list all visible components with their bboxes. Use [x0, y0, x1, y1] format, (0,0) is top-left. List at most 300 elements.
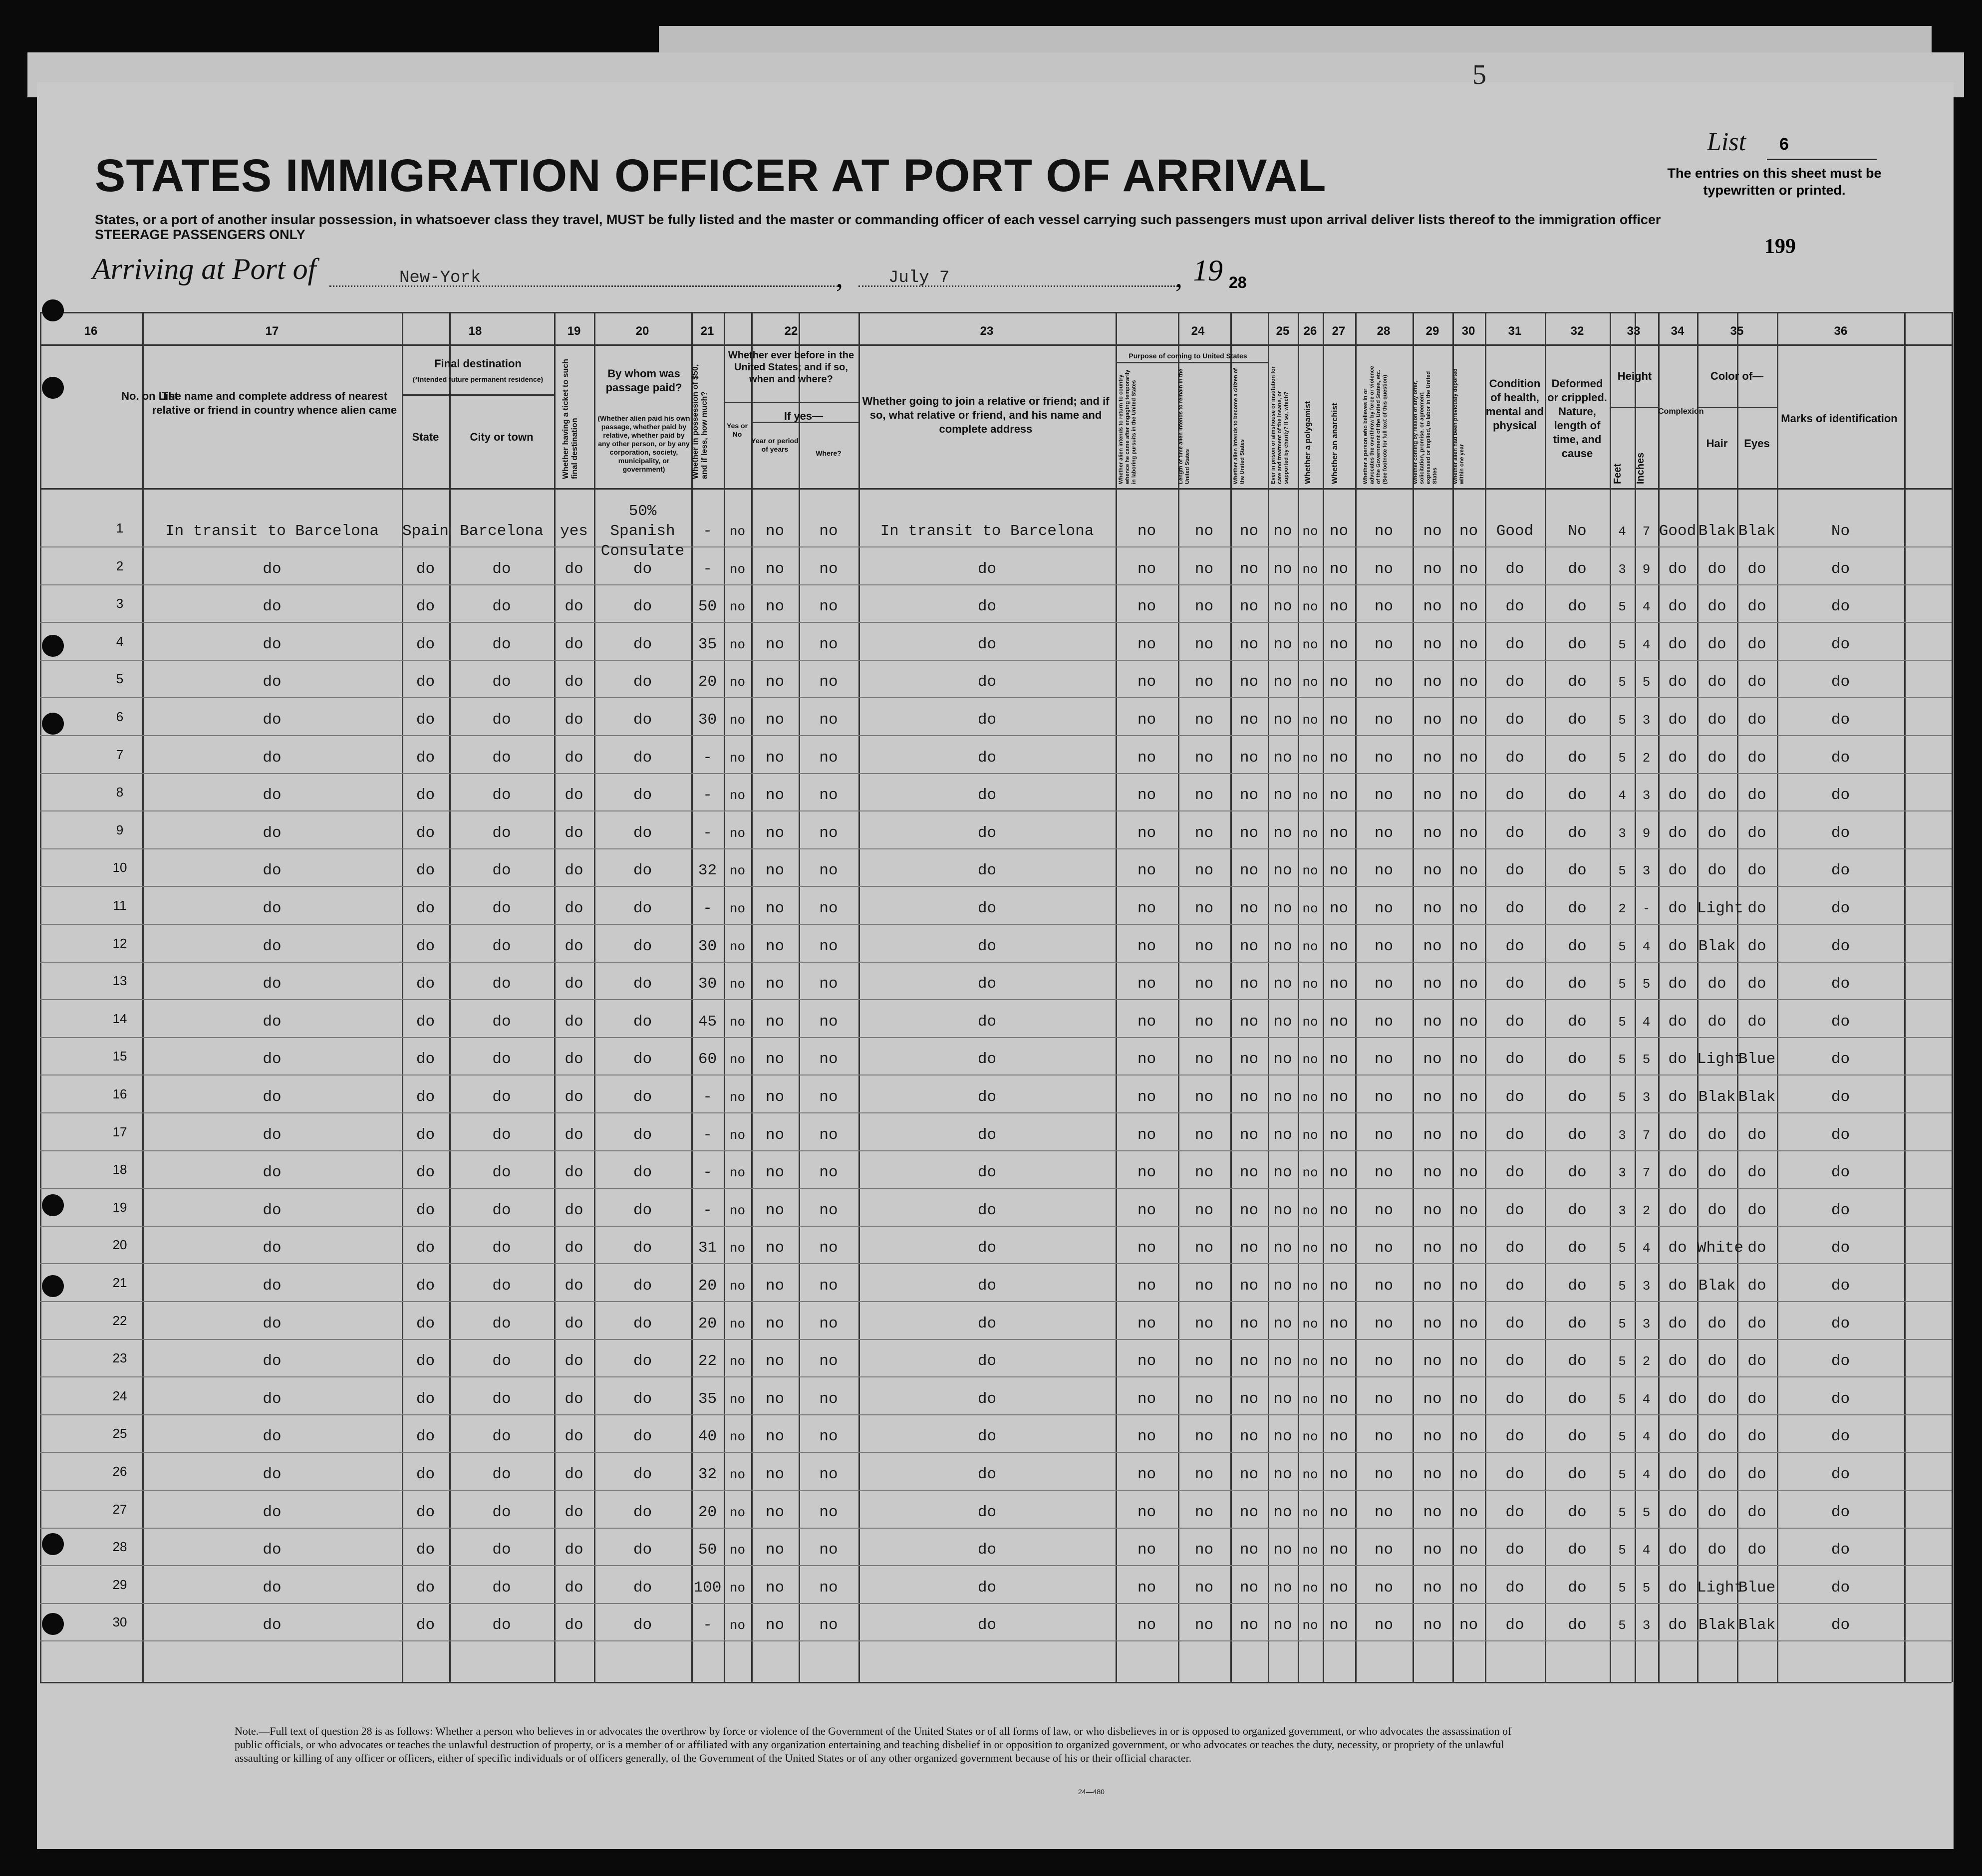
column-number: 16 — [84, 324, 98, 338]
purpose-length-cell: no — [1194, 1315, 1214, 1333]
polygamist-cell: no — [1302, 788, 1318, 804]
deformed-cell: do — [1568, 1051, 1587, 1069]
marks-cell: do — [1831, 1541, 1850, 1559]
ticket-cell: do — [565, 635, 583, 653]
city-cell: do — [492, 1428, 511, 1446]
q28-cell: no — [1374, 1616, 1394, 1634]
row-number: 20 — [112, 1237, 127, 1253]
money-cell: 32 — [698, 1466, 717, 1483]
prison-cell: no — [1273, 900, 1292, 917]
prison-cell: no — [1273, 560, 1292, 578]
q28-cell: no — [1374, 1013, 1394, 1031]
row-number: 8 — [116, 785, 124, 800]
row-number: 7 — [116, 747, 124, 762]
column-number: 36 — [1834, 324, 1848, 338]
binder-hole — [42, 1533, 64, 1555]
row-number: 13 — [112, 973, 127, 989]
money-cell: - — [703, 523, 712, 540]
inches-cell: 5 — [1642, 977, 1651, 992]
eyes-cell: do — [1747, 1541, 1766, 1559]
inches-cell: 3 — [1642, 713, 1651, 728]
ticket-cell: do — [565, 1239, 583, 1257]
paid-cell: do — [633, 598, 652, 616]
join-cell: do — [977, 635, 997, 653]
page-title: STATES IMMIGRATION OFFICER AT PORT OF ARRIVAL — [95, 150, 1327, 201]
list-underline — [1767, 159, 1877, 160]
before-cell: no — [729, 713, 746, 728]
column-number-border — [40, 344, 1952, 346]
q28-cell: no — [1374, 1390, 1394, 1408]
paid-cell: do — [633, 1315, 652, 1333]
q28-cell: no — [1374, 1352, 1394, 1370]
purpose-return-cell: no — [1137, 598, 1156, 616]
subheader-divider — [724, 402, 858, 403]
deformed-cell: do — [1568, 560, 1587, 578]
city-cell: do — [492, 1315, 511, 1333]
purpose-length-cell: no — [1194, 1201, 1214, 1219]
paid-cell: 50% Spanish Consulate — [600, 503, 685, 560]
ticket-cell: do — [565, 1428, 583, 1446]
inches-cell: 4 — [1642, 1241, 1651, 1256]
state-cell: do — [416, 749, 435, 767]
friend-cell: In transit to Barcelona — [165, 523, 379, 540]
ticket-cell: do — [565, 1579, 583, 1597]
money-cell: 30 — [698, 975, 717, 993]
deported-cell: no — [1459, 1239, 1478, 1257]
polygamist-cell: no — [1302, 1014, 1318, 1030]
where-cell: no — [819, 673, 838, 691]
row-number: 4 — [116, 633, 124, 649]
column-divider — [40, 312, 41, 1682]
marks-cell: do — [1831, 1390, 1850, 1408]
join-cell: do — [977, 1051, 997, 1069]
column-number: 29 — [1425, 324, 1439, 338]
where-cell: no — [819, 1466, 838, 1483]
city-cell: do — [492, 862, 511, 880]
purpose-citizen-cell: no — [1239, 1466, 1259, 1483]
money-cell: - — [703, 1088, 712, 1106]
purpose-length-cell: no — [1194, 937, 1214, 955]
city-cell: do — [492, 1051, 511, 1069]
feet-cell: 5 — [1618, 1279, 1626, 1294]
header-col18-note: (*Intended future permanent residence) — [412, 375, 544, 383]
marks-cell: do — [1831, 975, 1850, 993]
money-cell: 45 — [698, 1013, 717, 1031]
header-col16: No. on List — [121, 390, 178, 402]
q28-cell: no — [1374, 1466, 1394, 1483]
eyes-cell: do — [1747, 1315, 1766, 1333]
column-number: 21 — [700, 324, 714, 338]
row-number: 16 — [112, 1086, 127, 1101]
ticket-cell: do — [565, 1352, 583, 1370]
labor-offer-cell: no — [1423, 1277, 1442, 1295]
join-cell: do — [977, 1201, 997, 1219]
complexion-cell: do — [1668, 1428, 1687, 1446]
row-number: 18 — [112, 1162, 127, 1177]
column-number: 35 — [1730, 324, 1744, 338]
before-cell: no — [729, 1580, 746, 1596]
money-cell: 30 — [698, 711, 717, 729]
before-cell: no — [729, 863, 746, 879]
q28-cell: no — [1374, 1088, 1394, 1106]
header-col19: Whether having a ticket to such final destination — [562, 359, 579, 479]
feet-cell: 5 — [1618, 713, 1626, 728]
deformed-cell: do — [1568, 824, 1587, 842]
marks-cell: do — [1831, 1013, 1850, 1031]
column-divider — [1904, 312, 1906, 1682]
polygamist-cell: no — [1302, 1203, 1318, 1218]
health-cell: do — [1505, 1503, 1524, 1521]
anarchist-cell: no — [1329, 1126, 1349, 1144]
marks-cell: do — [1831, 900, 1850, 917]
inches-cell: 3 — [1642, 788, 1651, 804]
row-number: 5 — [116, 671, 124, 687]
hair-cell: do — [1707, 1126, 1726, 1144]
health-cell: do — [1505, 749, 1524, 767]
year-cell: no — [765, 673, 785, 691]
before-cell: no — [729, 1316, 746, 1332]
header-col22: Whether ever before in the United States; and if so, when and where? — [728, 350, 854, 385]
labor-offer-cell: no — [1423, 1051, 1442, 1069]
hair-cell: do — [1707, 749, 1726, 767]
complexion-cell: Good — [1659, 523, 1697, 540]
prison-cell: no — [1273, 1315, 1292, 1333]
before-cell: no — [729, 1090, 746, 1105]
labor-offer-cell: no — [1423, 635, 1442, 653]
health-cell: do — [1505, 1013, 1524, 1031]
purpose-length-cell: no — [1194, 1239, 1214, 1257]
row-rule — [40, 660, 1952, 661]
year-prefix: 19 — [1193, 254, 1223, 287]
prison-cell: no — [1273, 1164, 1292, 1182]
purpose-return-cell: no — [1137, 824, 1156, 842]
purpose-length-cell: no — [1194, 1428, 1214, 1446]
deformed-cell: do — [1568, 1352, 1587, 1370]
eyes-cell: Blak — [1738, 1616, 1776, 1634]
join-cell: do — [977, 1541, 997, 1559]
join-cell: do — [977, 749, 997, 767]
year-cell: no — [765, 598, 785, 616]
inches-cell: 5 — [1642, 1052, 1651, 1068]
inches-cell: 4 — [1642, 939, 1651, 954]
row-rule — [40, 1263, 1952, 1264]
q28-cell: no — [1374, 1541, 1394, 1559]
row-rule — [40, 1074, 1952, 1075]
city-cell: do — [492, 1541, 511, 1559]
anarchist-cell: no — [1329, 1239, 1349, 1257]
before-cell: no — [729, 561, 746, 577]
purpose-length-cell: no — [1194, 1390, 1214, 1408]
ticket-cell: do — [565, 1503, 583, 1521]
feet-cell: 2 — [1618, 901, 1626, 916]
marks-cell: do — [1831, 1164, 1850, 1182]
row-rule — [40, 697, 1952, 698]
deformed-cell: do — [1568, 1277, 1587, 1295]
marks-cell: do — [1831, 1051, 1850, 1069]
comma: , — [836, 263, 843, 293]
deformed-cell: do — [1568, 598, 1587, 616]
eyes-cell: do — [1747, 1126, 1766, 1144]
deported-cell: no — [1459, 1466, 1478, 1483]
inches-cell: 4 — [1642, 637, 1651, 652]
column-number: 23 — [980, 324, 994, 338]
city-cell: do — [492, 824, 511, 842]
column-number: 24 — [1191, 324, 1205, 338]
money-cell: 20 — [698, 1503, 717, 1521]
friend-cell: do — [263, 937, 282, 955]
labor-offer-cell: no — [1423, 1088, 1442, 1106]
feet-cell: 3 — [1618, 825, 1626, 841]
row-rule — [40, 1226, 1952, 1227]
column-number: 26 — [1303, 324, 1317, 338]
row-rule — [40, 1490, 1952, 1491]
hair-cell: do — [1707, 862, 1726, 880]
labor-offer-cell: no — [1423, 1541, 1442, 1559]
join-cell: do — [977, 1616, 997, 1634]
q28-cell: no — [1374, 862, 1394, 880]
row-rule — [40, 1452, 1952, 1453]
anarchist-cell: no — [1329, 749, 1349, 767]
before-cell: no — [729, 1052, 746, 1068]
purpose-length-cell: no — [1194, 598, 1214, 616]
money-cell: 20 — [698, 1315, 717, 1333]
binder-hole — [42, 299, 64, 321]
purpose-citizen-cell: no — [1239, 975, 1259, 993]
row-number: 10 — [112, 860, 127, 875]
before-cell: no — [729, 788, 746, 804]
friend-cell: do — [263, 635, 282, 653]
health-cell: do — [1505, 937, 1524, 955]
feet-cell: 3 — [1618, 1127, 1626, 1143]
row-number: 6 — [116, 709, 124, 724]
complexion-cell: do — [1668, 711, 1687, 729]
q28-cell: no — [1374, 787, 1394, 804]
city-cell: do — [492, 1126, 511, 1144]
ticket-cell: do — [565, 1390, 583, 1408]
labor-offer-cell: no — [1423, 1352, 1442, 1370]
deported-cell: no — [1459, 862, 1478, 880]
health-cell: do — [1505, 1164, 1524, 1182]
money-cell: 20 — [698, 1277, 717, 1295]
money-cell: 50 — [698, 1541, 717, 1559]
feet-cell: 5 — [1618, 1505, 1626, 1520]
column-number: 34 — [1671, 324, 1685, 338]
city-cell: do — [492, 1013, 511, 1031]
city-cell: do — [492, 1466, 511, 1483]
anarchist-cell: no — [1329, 1088, 1349, 1106]
city-cell: do — [492, 1616, 511, 1634]
marks-cell: No — [1831, 523, 1850, 540]
where-cell: no — [819, 1352, 838, 1370]
year-cell: no — [765, 1126, 785, 1144]
join-cell: do — [977, 1013, 997, 1031]
anarchist-cell: no — [1329, 1013, 1349, 1031]
city-cell: do — [492, 900, 511, 917]
ticket-cell: do — [565, 711, 583, 729]
friend-cell: do — [263, 1616, 282, 1634]
inches-cell: 9 — [1642, 825, 1651, 841]
marks-cell: do — [1831, 598, 1850, 616]
friend-cell: do — [263, 1503, 282, 1521]
complexion-cell: do — [1668, 1013, 1687, 1031]
row-rule — [40, 848, 1952, 849]
deported-cell: no — [1459, 711, 1478, 729]
purpose-return-cell: no — [1137, 1013, 1156, 1031]
before-cell: no — [729, 1014, 746, 1030]
row-number: 2 — [116, 558, 124, 573]
city-cell: do — [492, 1201, 511, 1219]
marks-cell: do — [1831, 1315, 1850, 1333]
header-col35: Color of— — [1710, 370, 1764, 382]
anarchist-cell: no — [1329, 673, 1349, 691]
city-cell: Barcelona — [460, 523, 544, 540]
inches-cell: 4 — [1642, 599, 1651, 615]
complexion-cell: do — [1668, 1352, 1687, 1370]
join-cell: do — [977, 787, 997, 804]
inches-cell: 7 — [1642, 524, 1651, 539]
hair-cell: Blak — [1698, 523, 1736, 540]
purpose-citizen-cell: no — [1239, 1390, 1259, 1408]
prison-cell: no — [1273, 1013, 1292, 1031]
before-cell: no — [729, 524, 746, 539]
before-cell: no — [729, 1618, 746, 1633]
row-rule — [40, 1640, 1952, 1641]
marks-cell: do — [1831, 560, 1850, 578]
join-cell: do — [977, 673, 997, 691]
year-cell: no — [765, 862, 785, 880]
row-rule — [40, 886, 1952, 887]
health-cell: do — [1505, 1126, 1524, 1144]
health-cell: do — [1505, 1201, 1524, 1219]
purpose-citizen-cell: no — [1239, 1541, 1259, 1559]
hair-cell: do — [1707, 1315, 1726, 1333]
header-col32: Deformed or crippled. Nature, length of time, and cause — [1547, 377, 1607, 460]
polygamist-cell: no — [1302, 1467, 1318, 1482]
purpose-length-cell: no — [1194, 1013, 1214, 1031]
anarchist-cell: no — [1329, 560, 1349, 578]
city-cell: do — [492, 673, 511, 691]
purpose-citizen-cell: no — [1239, 1315, 1259, 1333]
deported-cell: no — [1459, 1051, 1478, 1069]
join-cell: do — [977, 1390, 997, 1408]
purpose-return-cell: no — [1137, 1466, 1156, 1483]
hair-cell: do — [1707, 635, 1726, 653]
money-cell: 35 — [698, 635, 717, 653]
header-col25: Ever in prison or almshouse or institution for care and treatment of the insane, or supported by charity? If so, which? — [1270, 366, 1289, 484]
purpose-citizen-cell: no — [1239, 862, 1259, 880]
polygamist-cell: no — [1302, 1279, 1318, 1294]
health-cell: do — [1505, 900, 1524, 917]
feet-cell: 4 — [1618, 788, 1626, 804]
city-cell: do — [492, 975, 511, 993]
eyes-cell: Blak — [1738, 523, 1776, 540]
year-cell: no — [765, 1013, 785, 1031]
purpose-return-cell: no — [1137, 1126, 1156, 1144]
marks-cell: do — [1831, 1466, 1850, 1483]
row-rule — [40, 810, 1952, 811]
inches-cell: 7 — [1642, 1165, 1651, 1181]
complexion-cell: do — [1668, 1503, 1687, 1521]
ticket-cell: do — [565, 1541, 583, 1559]
complexion-cell: do — [1668, 1088, 1687, 1106]
health-cell: do — [1505, 824, 1524, 842]
join-cell: do — [977, 975, 997, 993]
purpose-length-cell: no — [1194, 749, 1214, 767]
row-rule — [40, 1565, 1952, 1566]
where-cell: no — [819, 1503, 838, 1521]
arriving-label: Arriving at Port of — [92, 253, 316, 285]
deported-cell: no — [1459, 900, 1478, 917]
friend-cell: do — [263, 1051, 282, 1069]
paid-cell: do — [633, 1390, 652, 1408]
year-cell: no — [765, 1466, 785, 1483]
where-cell: no — [819, 1051, 838, 1069]
row-rule — [40, 1301, 1952, 1302]
header-col17: The name and complete address of nearest relative or friend in country whence alien came — [152, 390, 397, 416]
state-cell: do — [416, 1201, 435, 1219]
marks-cell: do — [1831, 711, 1850, 729]
eyes-cell: do — [1747, 711, 1766, 729]
polygamist-cell: no — [1302, 939, 1318, 954]
feet-cell: 5 — [1618, 1391, 1626, 1407]
paid-cell: do — [633, 1126, 652, 1144]
year-cell: no — [765, 1503, 785, 1521]
eyes-cell: do — [1747, 560, 1766, 578]
deformed-cell: do — [1568, 1201, 1587, 1219]
hair-cell: Light — [1697, 1051, 1744, 1069]
purpose-length-cell: no — [1194, 787, 1214, 804]
eyes-cell: do — [1747, 1390, 1766, 1408]
row-number: 1 — [116, 521, 124, 536]
column-number: 18 — [468, 324, 482, 338]
q28-cell: no — [1374, 1126, 1394, 1144]
eyes-cell: do — [1747, 1164, 1766, 1182]
paid-cell: do — [633, 787, 652, 804]
year-cell: no — [765, 975, 785, 993]
deformed-cell: do — [1568, 937, 1587, 955]
feet-cell: 3 — [1618, 1203, 1626, 1218]
column-number: 27 — [1332, 324, 1346, 338]
q28-cell: no — [1374, 1315, 1394, 1333]
column-number: 33 — [1627, 324, 1641, 338]
marks-cell: do — [1831, 1503, 1850, 1521]
complexion-cell: do — [1668, 1164, 1687, 1182]
paid-cell: do — [633, 1164, 652, 1182]
labor-offer-cell: no — [1423, 560, 1442, 578]
complexion-cell: do — [1668, 1579, 1687, 1597]
labor-offer-cell: no — [1423, 975, 1442, 993]
header-col30: Whether alien had been previously deported within one year — [1452, 368, 1465, 484]
row-rule — [40, 735, 1952, 736]
labor-offer-cell: no — [1423, 787, 1442, 804]
ticket-cell: do — [565, 749, 583, 767]
feet-cell: 5 — [1618, 1354, 1626, 1369]
year-suffix: 28 — [1229, 273, 1247, 291]
header-col33-inches: Inches — [1635, 452, 1646, 484]
ticket-cell: yes — [560, 523, 588, 540]
row-number: 27 — [112, 1501, 127, 1517]
hair-cell: White — [1697, 1239, 1744, 1257]
paid-cell: do — [633, 1616, 652, 1634]
city-cell: do — [492, 1088, 511, 1106]
join-cell: do — [977, 1164, 997, 1182]
marks-cell: do — [1831, 1126, 1850, 1144]
labor-offer-cell: no — [1423, 824, 1442, 842]
labor-offer-cell: no — [1423, 1315, 1442, 1333]
purpose-length-cell: no — [1194, 523, 1214, 540]
header-col22-where: Where? — [816, 449, 842, 457]
prison-cell: no — [1273, 523, 1292, 540]
